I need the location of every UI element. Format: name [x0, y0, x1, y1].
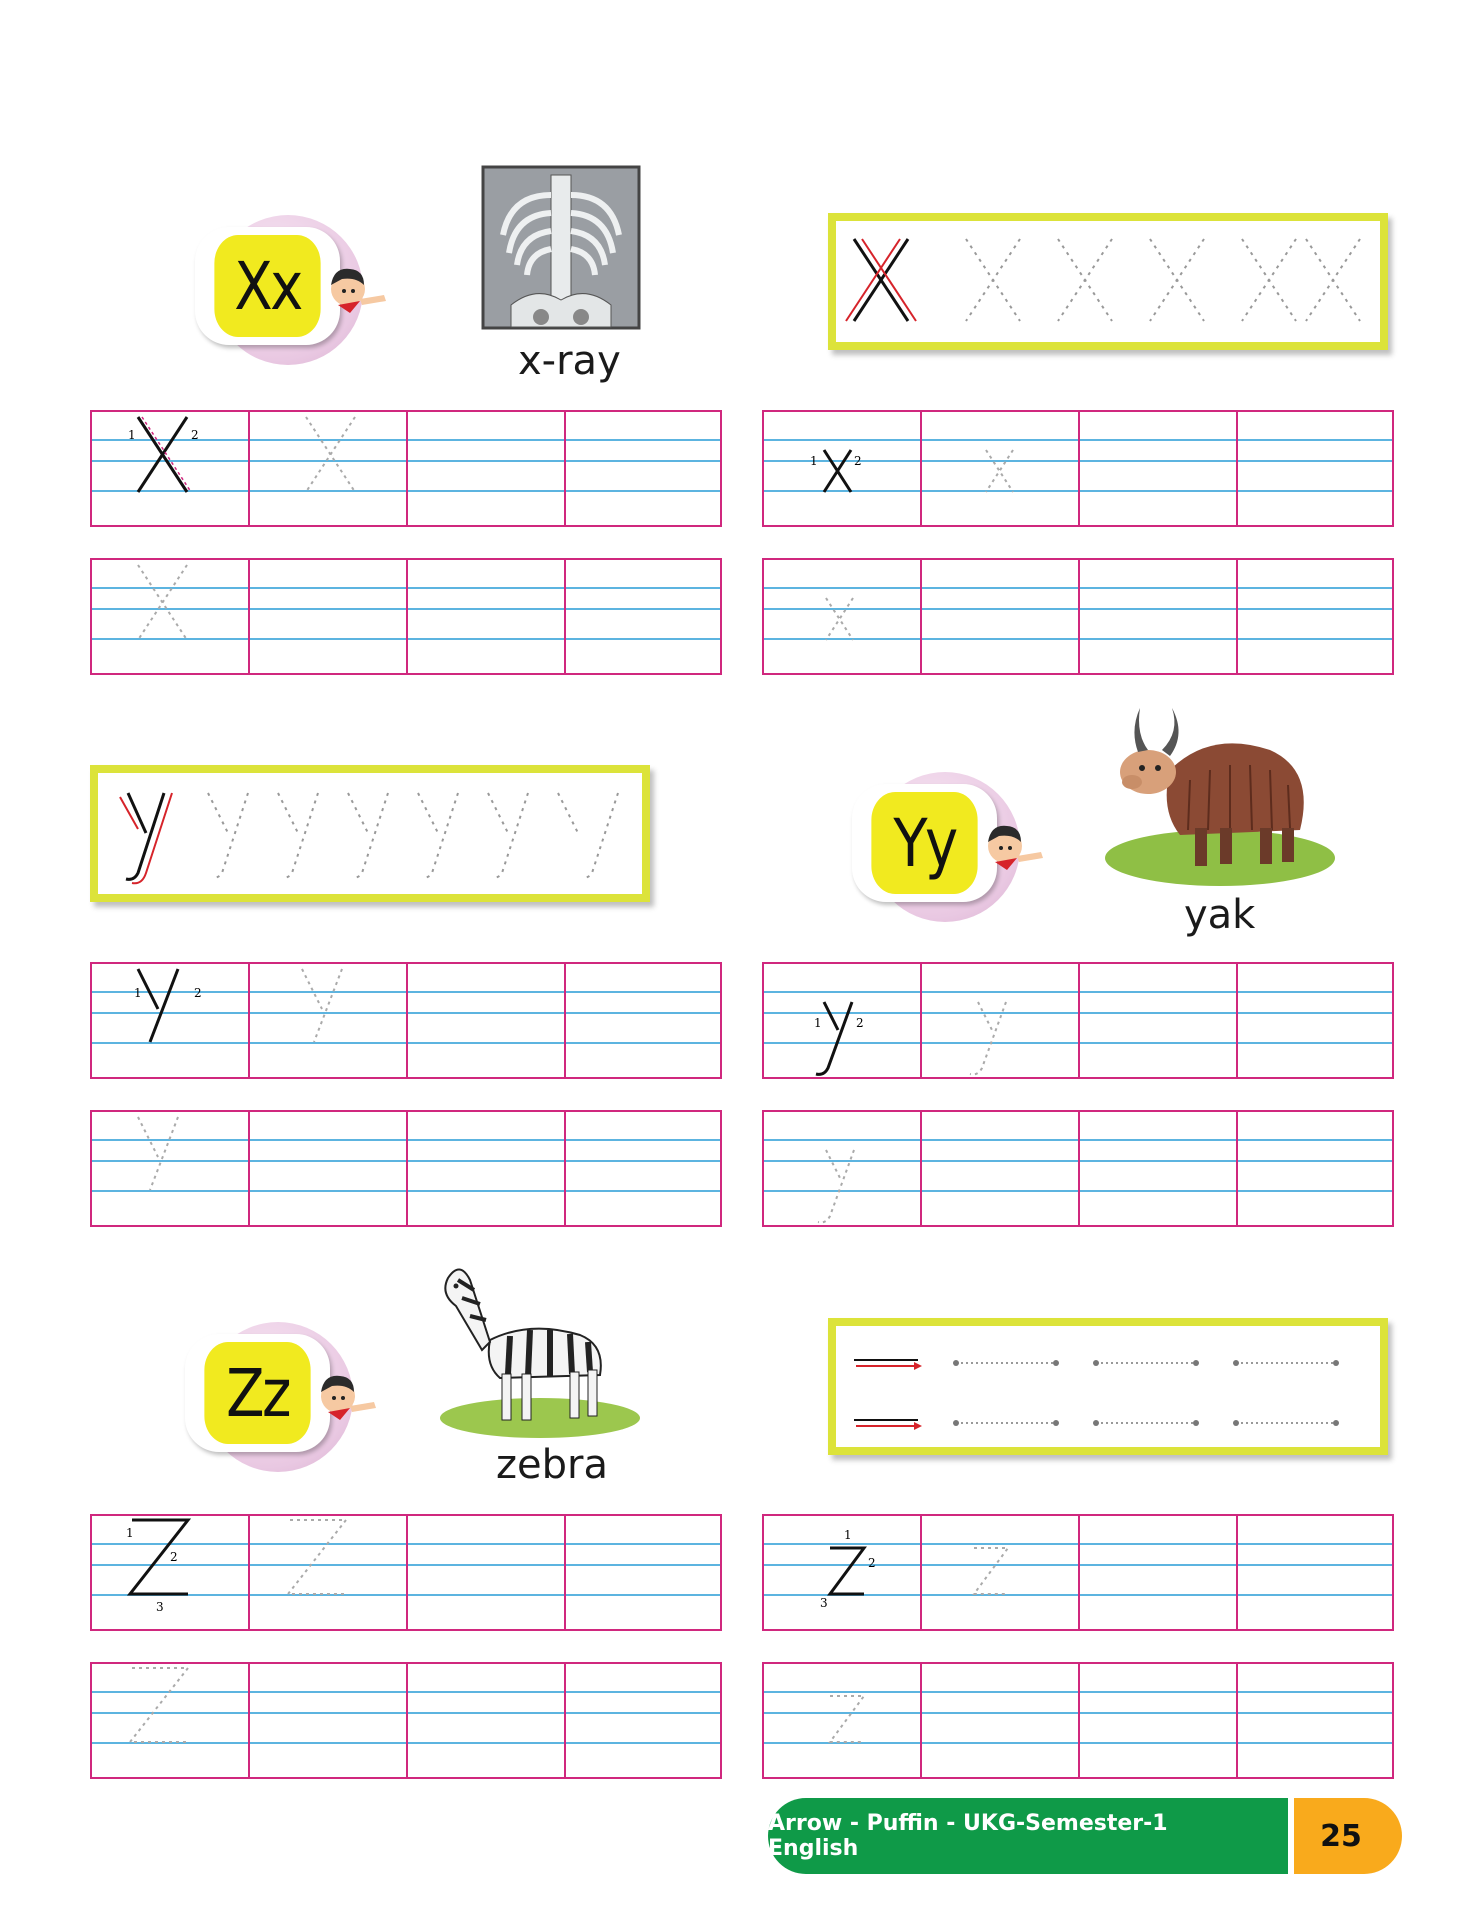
footer-book-title: [768, 1798, 1288, 1874]
writing-grid-x-upper-2[interactable]: [90, 558, 722, 675]
stroke-number: 3: [820, 1596, 828, 1610]
stroke-number: 2: [868, 1556, 876, 1570]
pointing-boy-icon: [320, 255, 400, 325]
tracing-box-x: [828, 213, 1388, 350]
stroke-number: 2: [856, 1016, 864, 1030]
stroke-number: 2: [191, 428, 199, 442]
writing-grid-y-upper-1[interactable]: [90, 962, 722, 1079]
word-label-zebra: zebra: [496, 1442, 608, 1488]
page-number: [1294, 1798, 1402, 1874]
tracing-box-y: [90, 765, 650, 902]
stroke-number: 2: [194, 986, 202, 1000]
pointing-boy-icon: [977, 812, 1057, 882]
badge-letters: Yy: [871, 792, 977, 894]
badge-letters: Zz: [204, 1342, 310, 1444]
letter-badge-x: [195, 215, 425, 365]
writing-grid-x-upper-1[interactable]: [90, 410, 722, 527]
stroke-number: 1: [814, 1016, 822, 1030]
footer-title-text: Arrow - Puffin - UKG-Semester-1 English: [768, 1811, 1168, 1861]
stroke-number: 1: [126, 1526, 134, 1540]
writing-grid-y-lower-2[interactable]: [762, 1110, 1394, 1227]
stroke-number: 1: [810, 454, 818, 468]
writing-grid-y-upper-2[interactable]: [90, 1110, 722, 1227]
xray-image: [481, 165, 641, 330]
stroke-number: 1: [844, 1528, 852, 1542]
writing-grid-z-upper-2[interactable]: [90, 1662, 722, 1779]
yak-image: [1100, 700, 1340, 890]
word-label-yak: yak: [1184, 892, 1256, 938]
stroke-number: 3: [156, 1600, 164, 1614]
writing-grid-y-lower-1[interactable]: [762, 962, 1394, 1079]
stroke-number: 1: [128, 428, 136, 442]
writing-grid-x-lower-1[interactable]: [762, 410, 1394, 527]
letter-badge-z: [185, 1322, 415, 1472]
stroke-number: 1: [134, 986, 142, 1000]
word-label-xray: x-ray: [518, 338, 621, 384]
writing-grid-z-lower-1[interactable]: [762, 1514, 1394, 1631]
zebra-image: [430, 1250, 645, 1440]
letter-badge-y: [852, 772, 1082, 922]
badge-letters: Xx: [214, 235, 320, 337]
page-number-text: 25: [1320, 1818, 1362, 1854]
pointing-boy-icon: [310, 1362, 390, 1432]
writing-grid-x-lower-2[interactable]: [762, 558, 1394, 675]
stroke-number: 2: [170, 1550, 178, 1564]
writing-grid-z-upper-1[interactable]: [90, 1514, 722, 1631]
writing-grid-z-lower-2[interactable]: [762, 1662, 1394, 1779]
tracing-box-z: [828, 1318, 1388, 1455]
stroke-number: 2: [854, 454, 862, 468]
